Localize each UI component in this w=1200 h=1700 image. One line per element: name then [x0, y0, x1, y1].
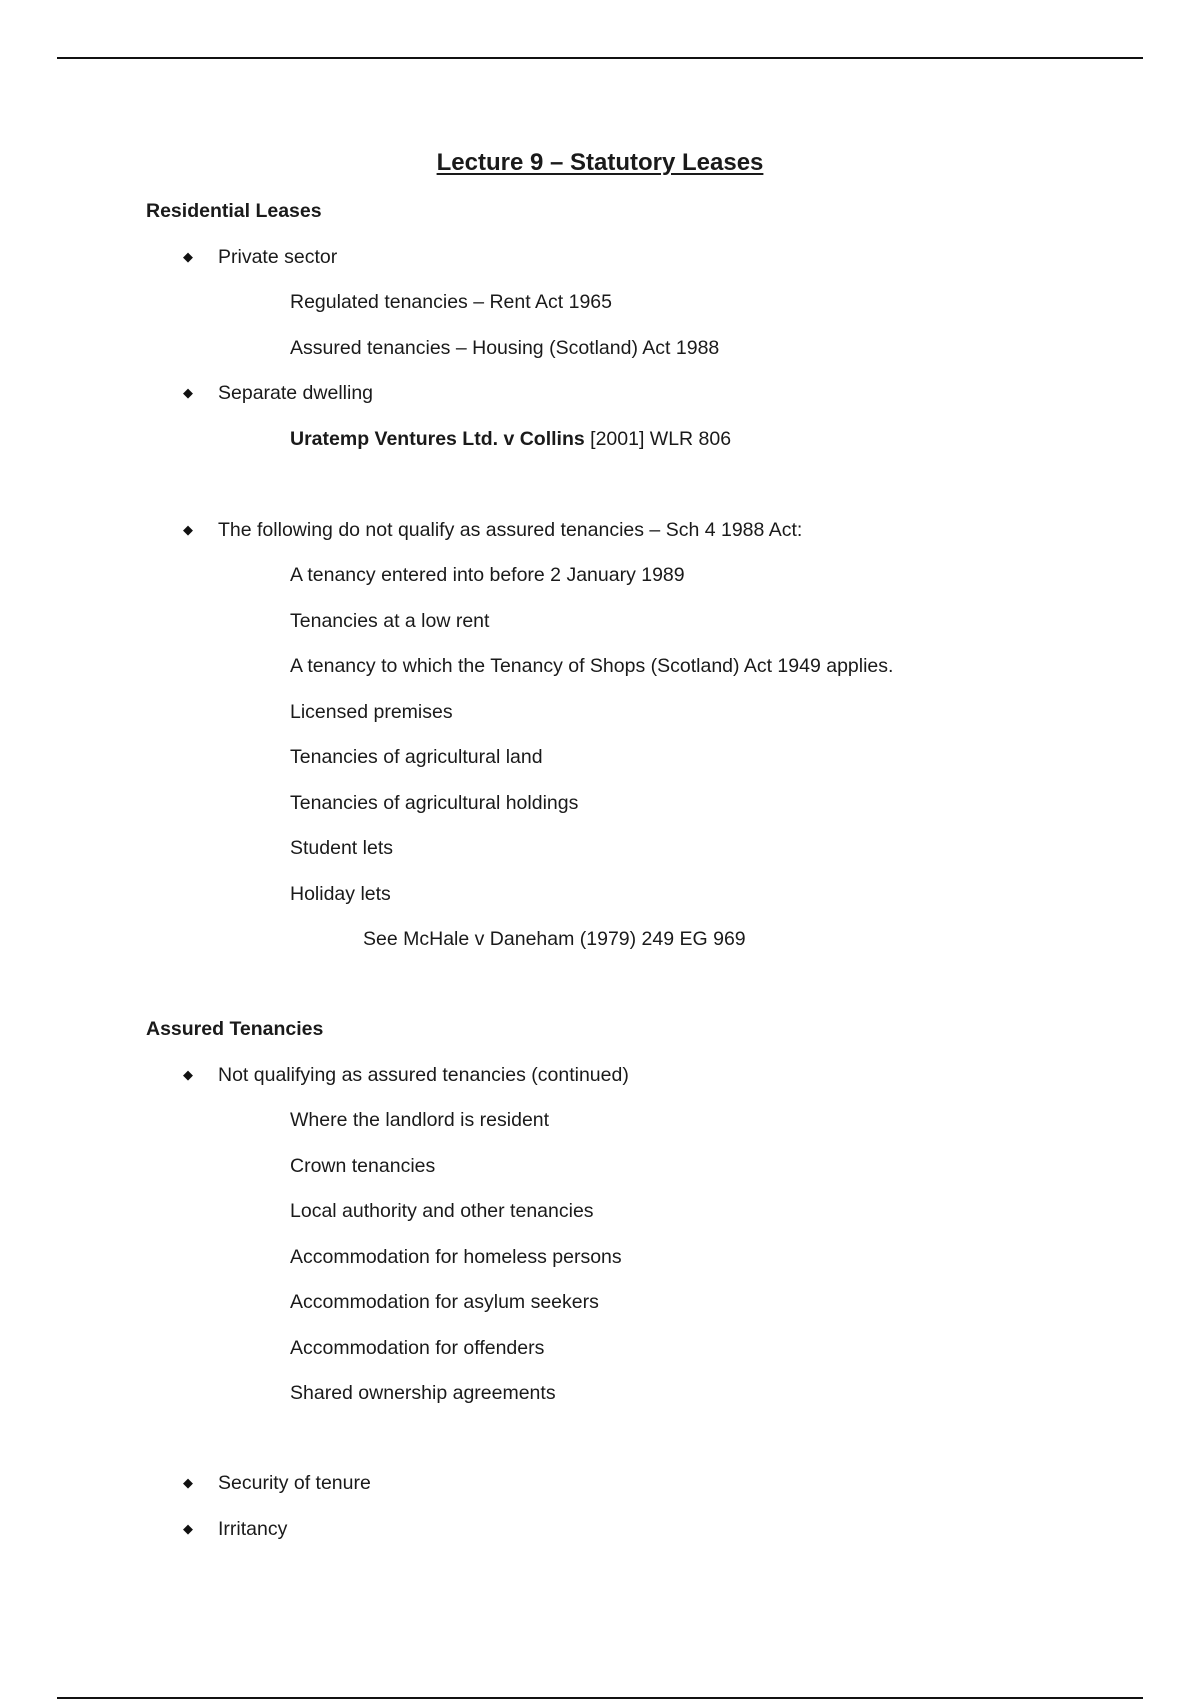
bullet-private-sector: Private sector	[218, 246, 338, 268]
bottom-rule	[57, 1697, 1143, 1699]
bullet-security-of-tenure: Security of tenure	[218, 1472, 371, 1494]
list-item: Regulated tenancies – Rent Act 1965	[290, 291, 612, 313]
list-item: Crown tenancies	[290, 1155, 436, 1177]
page-title: Lecture 9 – Statutory Leases	[436, 149, 764, 176]
top-rule	[57, 57, 1143, 59]
section-heading-residential-leases: Residential Leases	[146, 200, 322, 222]
bullet-irritancy: Irritancy	[218, 1518, 288, 1540]
list-item: A tenancy entered into before 2 January 1989	[290, 564, 685, 586]
see-also-reference: See McHale v Daneham (1979) 249 EG 969	[363, 928, 746, 950]
case-name: Uratemp Ventures Ltd. v Collins	[290, 428, 585, 450]
list-item: A tenancy to which the Tenancy of Shops (Scotland) Act 1949 applies.	[290, 655, 894, 677]
bullet-icon: ◆	[183, 385, 193, 400]
list-item: Tenancies of agricultural land	[290, 746, 543, 768]
bullet-icon: ◆	[183, 249, 193, 264]
section-heading-assured-tenancies: Assured Tenancies	[146, 1018, 324, 1040]
list-item: Local authority and other tenancies	[290, 1200, 594, 1222]
list-item: Shared ownership agreements	[290, 1382, 556, 1404]
list-item: Tenancies at a low rent	[290, 610, 490, 632]
bullet-not-qualifying-continued: Not qualifying as assured tenancies (continued)	[218, 1064, 629, 1086]
list-item: Accommodation for asylum seekers	[290, 1291, 599, 1313]
bullet-icon: ◆	[183, 1521, 193, 1536]
bullet-icon: ◆	[183, 522, 193, 537]
list-item: Holiday lets	[290, 883, 391, 905]
list-item: Tenancies of agricultural holdings	[290, 792, 579, 814]
case-citation: [2001] WLR 806	[584, 428, 732, 450]
bullet-separate-dwelling: Separate dwelling	[218, 382, 374, 404]
case-reference	[290, 427, 731, 451]
bullet-icon: ◆	[183, 1475, 193, 1490]
bullet-not-qualify: The following do not qualify as assured tenancies – Sch 4 1988 Act:	[218, 519, 803, 541]
list-item: Where the landlord is resident	[290, 1109, 550, 1131]
list-item: Accommodation for homeless persons	[290, 1246, 622, 1268]
list-item: Accommodation for offenders	[290, 1337, 545, 1359]
list-item: Student lets	[290, 837, 393, 859]
list-item: Assured tenancies – Housing (Scotland) Act 1988	[290, 337, 720, 359]
bullet-icon: ◆	[183, 1067, 193, 1082]
list-item: Licensed premises	[290, 701, 453, 723]
